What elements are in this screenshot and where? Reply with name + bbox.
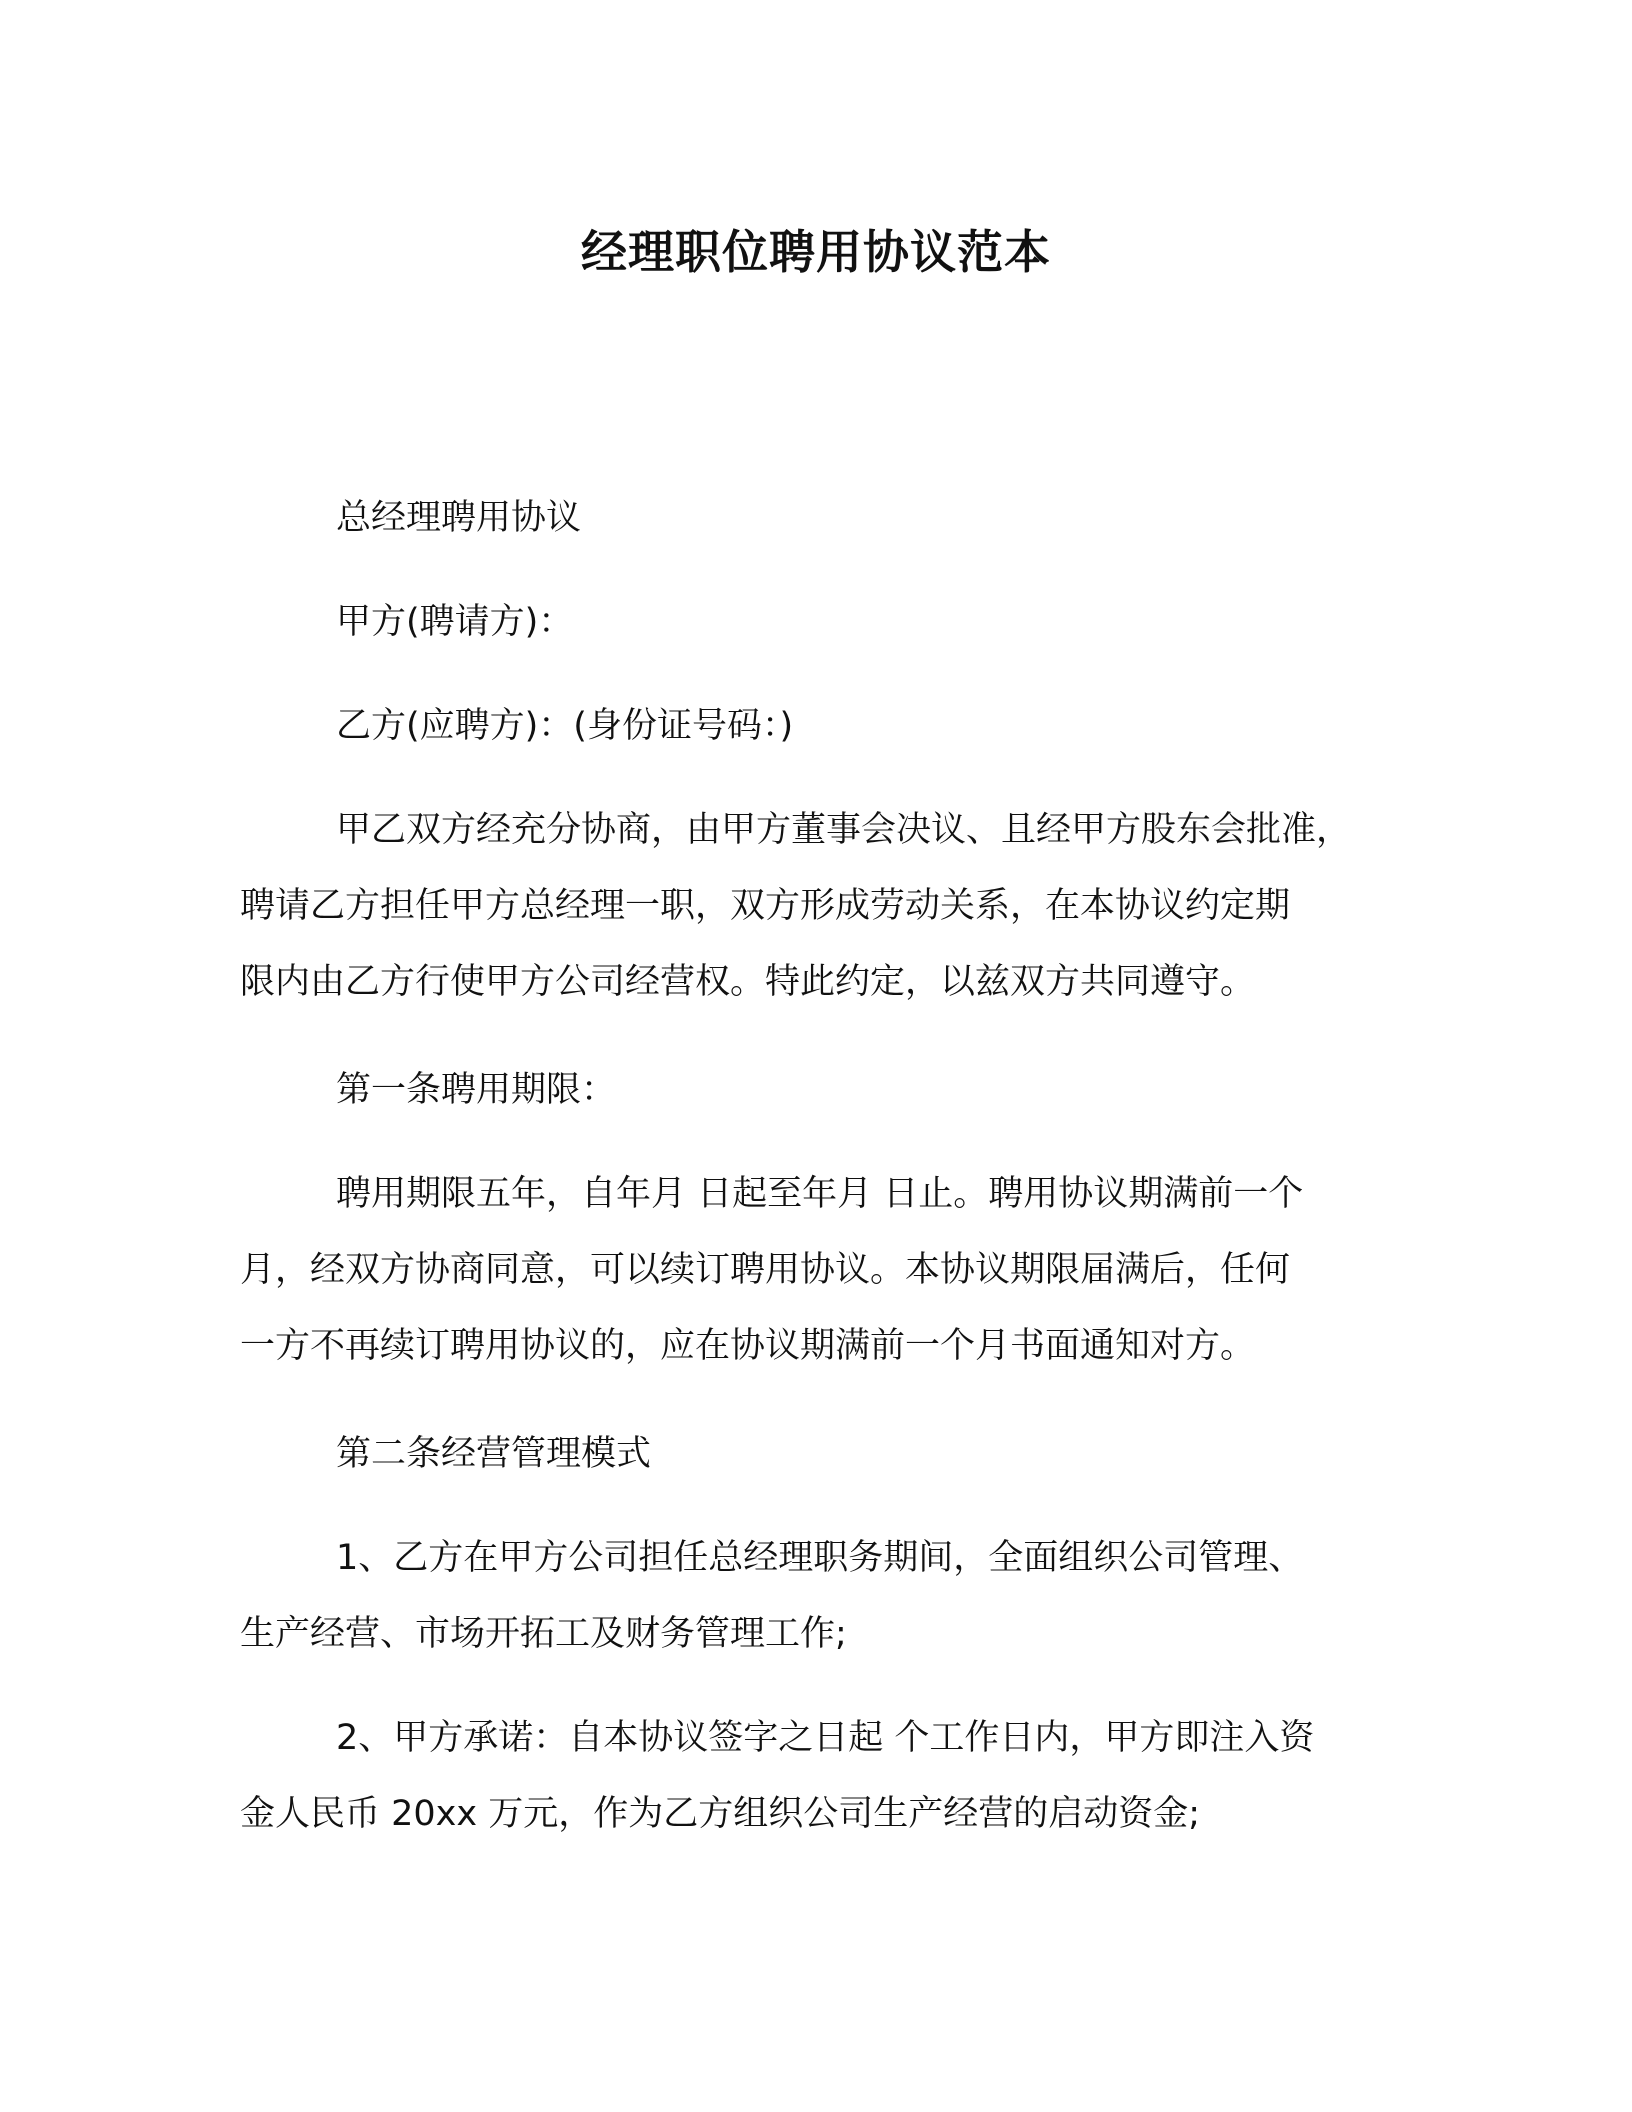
intro-line-2: 聘请乙方担任甲方总经理一职，双方形成劳动关系，在本协议约定期: [240, 886, 1291, 926]
article-1-line-1: 聘用期限五年，自年月 日起至年月 日止。聘用协议期满前一个: [336, 1174, 1304, 1214]
article-1-line-2: 月，经双方协商同意，可以续订聘用协议。本协议期限届满后，任何: [240, 1250, 1291, 1290]
agreement-heading: 总经理聘用协议: [336, 498, 582, 538]
clause-1-line-2: 生产经营、市场开拓工及财务管理工作;: [240, 1614, 847, 1654]
clause-2-line-1: 2、甲方承诺：自本协议签字之日起 个工作日内，甲方即注入资: [336, 1718, 1315, 1758]
clause-2-paragraph: [240, 1700, 1380, 1852]
intro-line-3: 限内由乙方行使甲方公司经营权。特此约定，以兹双方共同遵守。: [240, 962, 1256, 1002]
party-a-line: 甲方(聘请方)：: [336, 602, 574, 642]
intro-line-1: 甲乙双方经充分协商，由甲方董事会决议、且经甲方股东会批准，: [336, 810, 1352, 850]
clause-1-line-1: 1、乙方在甲方公司担任总经理职务期间，全面组织公司管理、: [336, 1538, 1304, 1578]
clause-2-line-2: 金人民币 20xx 万元，作为乙方组织公司生产经营的启动资金;: [240, 1794, 1201, 1834]
document-title: 经理职位聘用协议范本: [581, 225, 1051, 279]
clause-1-paragraph: [240, 1520, 1380, 1672]
article-1-title: 第一条聘用期限：: [336, 1070, 617, 1110]
party-b-line: 乙方(应聘方)：(身份证号码：): [336, 706, 794, 746]
article-1-paragraph: [240, 1156, 1380, 1384]
article-1-line-3: 一方不再续订聘用协议的，应在协议期满前一个月书面通知对方。: [240, 1326, 1256, 1366]
article-2-title: 第二条经营管理模式: [336, 1434, 652, 1474]
intro-paragraph: [240, 792, 1380, 1020]
